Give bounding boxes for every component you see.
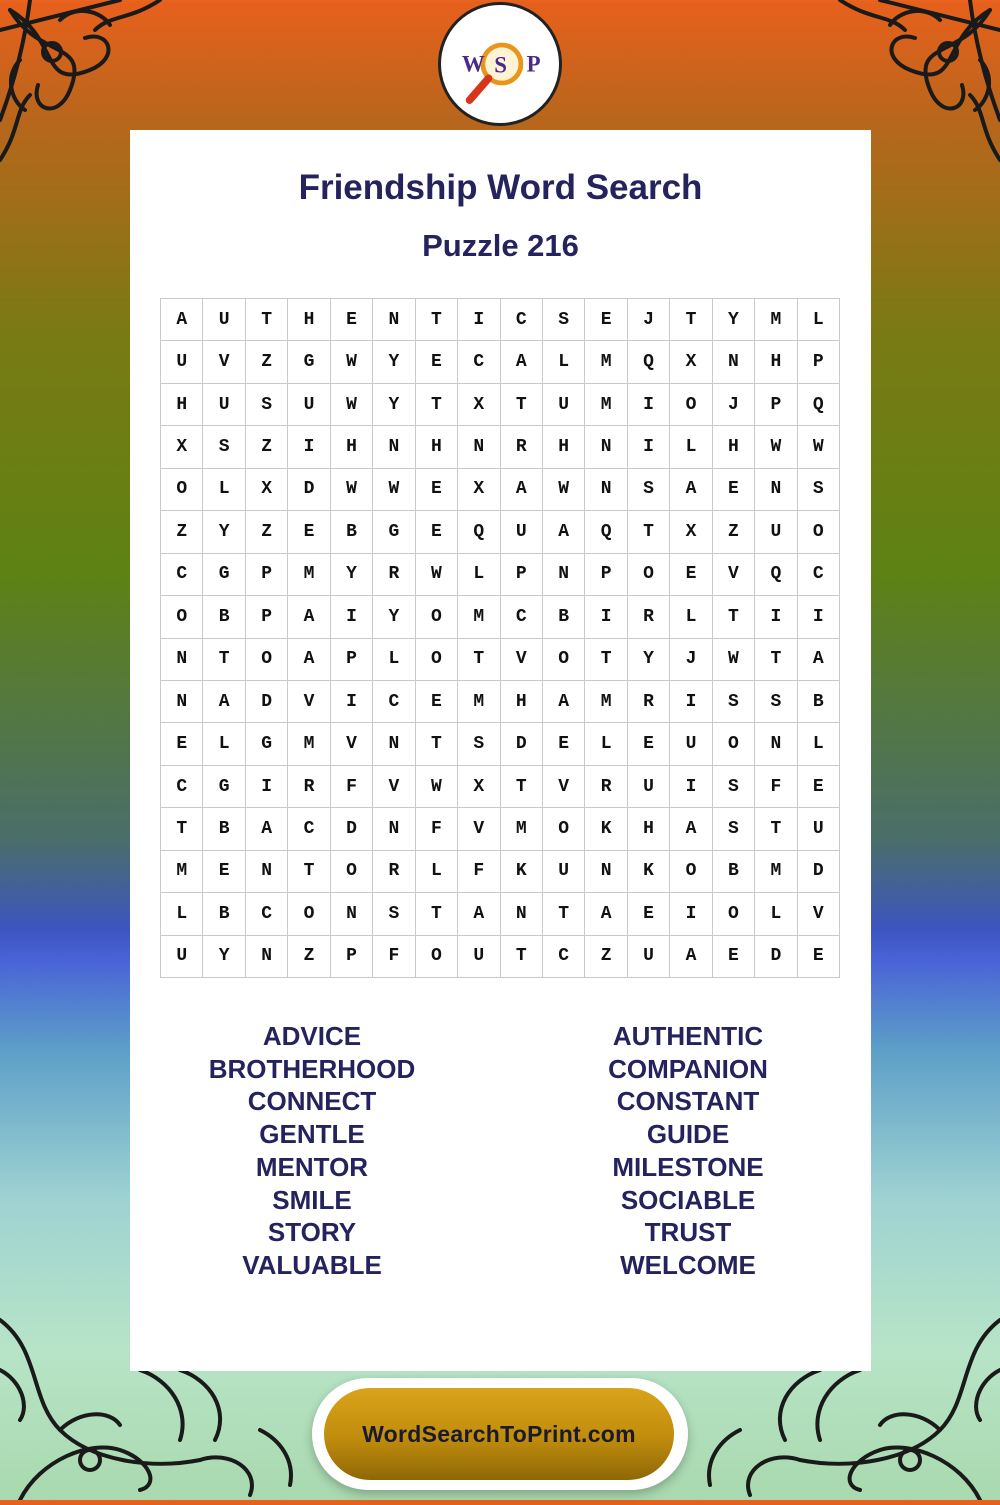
grid-cell[interactable]: E [628, 723, 670, 765]
grid-cell[interactable]: C [798, 554, 840, 596]
grid-cell[interactable]: K [501, 851, 543, 893]
grid-cell[interactable]: X [670, 511, 712, 553]
grid-cell[interactable]: E [331, 299, 373, 341]
logo-letter-w: W [461, 51, 485, 77]
grid-cell[interactable]: H [161, 384, 203, 426]
word-list-item: MENTOR [255, 1151, 369, 1182]
grid-cell[interactable]: O [246, 639, 288, 681]
grid-cell[interactable]: T [755, 808, 797, 850]
grid-cell[interactable]: I [331, 596, 373, 638]
grid-cell[interactable]: Y [628, 639, 670, 681]
grid-cell[interactable]: B [203, 893, 245, 935]
puzzle-number: Puzzle 216 [422, 228, 579, 263]
grid-cell[interactable]: T [203, 639, 245, 681]
grid-cell[interactable]: E [798, 936, 840, 978]
grid-cell[interactable]: N [585, 469, 627, 511]
grid-cell[interactable]: F [331, 766, 373, 808]
grid-cell[interactable]: N [373, 299, 415, 341]
grid-cell[interactable]: P [501, 554, 543, 596]
grid-cell[interactable]: A [585, 893, 627, 935]
grid-cell[interactable]: B [543, 596, 585, 638]
grid-cell[interactable]: N [585, 426, 627, 468]
grid-cell[interactable]: T [416, 723, 458, 765]
grid-cell[interactable]: E [628, 893, 670, 935]
grid-cell[interactable]: W [713, 639, 755, 681]
grid-cell[interactable]: L [203, 723, 245, 765]
grid-cell[interactable]: O [288, 893, 330, 935]
grid-cell[interactable]: S [246, 384, 288, 426]
grid-cell[interactable]: X [458, 766, 500, 808]
grid-cell[interactable]: I [798, 596, 840, 638]
grid-cell[interactable]: L [670, 426, 712, 468]
grid-cell[interactable]: O [628, 554, 670, 596]
grid-cell[interactable]: V [203, 341, 245, 383]
grid-cell[interactable]: E [416, 469, 458, 511]
grid-cell[interactable]: H [543, 426, 585, 468]
grid-cell[interactable]: N [331, 893, 373, 935]
grid-cell[interactable]: C [246, 893, 288, 935]
grid-cell[interactable]: T [670, 299, 712, 341]
grid-cell[interactable]: G [288, 341, 330, 383]
grid-cell[interactable]: N [373, 808, 415, 850]
word-list-item: COMPANION [608, 1053, 768, 1084]
grid-cell[interactable]: O [543, 639, 585, 681]
grid-cell[interactable]: H [331, 426, 373, 468]
grid-cell[interactable]: R [628, 681, 670, 723]
grid-cell[interactable]: M [585, 681, 627, 723]
grid-cell[interactable]: R [501, 426, 543, 468]
grid-cell[interactable]: N [543, 554, 585, 596]
grid-cell[interactable]: E [798, 766, 840, 808]
grid-cell[interactable]: E [416, 681, 458, 723]
grid-cell[interactable]: F [416, 808, 458, 850]
grid-cell[interactable]: M [755, 851, 797, 893]
grid-cell[interactable]: N [458, 426, 500, 468]
grid-cell[interactable]: O [161, 596, 203, 638]
grid-cell[interactable]: M [288, 554, 330, 596]
grid-cell[interactable]: S [543, 299, 585, 341]
grid-cell[interactable]: P [755, 384, 797, 426]
grid-cell[interactable]: H [416, 426, 458, 468]
grid-cell[interactable]: U [543, 384, 585, 426]
grid-cell[interactable]: T [628, 511, 670, 553]
grid-cell[interactable]: S [203, 426, 245, 468]
grid-cell[interactable]: Y [373, 596, 415, 638]
grid-cell[interactable]: H [501, 681, 543, 723]
grid-cell[interactable]: U [203, 299, 245, 341]
word-list-item: CONNECT [247, 1086, 377, 1117]
grid-cell[interactable]: T [161, 808, 203, 850]
grid-cell[interactable]: D [246, 681, 288, 723]
grid-cell[interactable]: T [246, 299, 288, 341]
logo-letter-p: P [526, 51, 541, 77]
grid-cell[interactable]: G [203, 554, 245, 596]
grid-cell[interactable]: N [373, 426, 415, 468]
grid-cell[interactable]: Q [628, 341, 670, 383]
grid-cell[interactable]: Q [458, 511, 500, 553]
word-list-item: SOCIABLE [620, 1184, 756, 1215]
grid-cell[interactable]: A [543, 511, 585, 553]
grid-cell[interactable]: I [585, 596, 627, 638]
grid-cell[interactable]: M [161, 851, 203, 893]
grid-cell[interactable]: O [713, 893, 755, 935]
grid-cell[interactable]: L [543, 341, 585, 383]
site-banner-pill [324, 1388, 674, 1480]
grid-cell[interactable]: D [755, 936, 797, 978]
word-list-item: MILESTONE [612, 1151, 764, 1182]
grid-cell[interactable]: I [288, 426, 330, 468]
grid-cell[interactable]: S [713, 808, 755, 850]
grid-cell[interactable]: A [161, 299, 203, 341]
grid-cell[interactable]: I [628, 426, 670, 468]
grid-cell[interactable]: X [161, 426, 203, 468]
grid-cell[interactable]: B [331, 511, 373, 553]
magnifier-logo-icon [441, 5, 559, 123]
grid-cell[interactable]: O [161, 469, 203, 511]
grid-cell[interactable]: H [755, 341, 797, 383]
word-list-item: GUIDE [646, 1119, 730, 1150]
grid-cell[interactable]: A [458, 893, 500, 935]
grid-cell[interactable]: N [246, 936, 288, 978]
grid-cell[interactable]: U [501, 511, 543, 553]
grid-cell[interactable]: U [798, 808, 840, 850]
word-list-item: AUTHENTIC [612, 1021, 764, 1051]
grid-cell[interactable]: R [288, 766, 330, 808]
grid-cell[interactable]: V [458, 808, 500, 850]
grid-cell[interactable]: A [203, 681, 245, 723]
grid-cell[interactable]: V [331, 723, 373, 765]
grid-cell[interactable]: L [161, 893, 203, 935]
grid-cell[interactable]: B [798, 681, 840, 723]
grid-cell[interactable]: P [246, 596, 288, 638]
grid-cell[interactable]: B [713, 851, 755, 893]
grid-cell[interactable]: E [416, 511, 458, 553]
grid-cell[interactable]: N [161, 681, 203, 723]
grid-cell[interactable]: U [628, 766, 670, 808]
grid-cell[interactable]: I [755, 596, 797, 638]
grid-cell[interactable]: L [585, 723, 627, 765]
grid-cell[interactable]: A [288, 639, 330, 681]
grid-cell[interactable]: S [713, 766, 755, 808]
grid-cell[interactable]: T [755, 639, 797, 681]
grid-cell[interactable]: I [628, 384, 670, 426]
grid-cell[interactable]: X [458, 469, 500, 511]
grid-cell[interactable]: F [458, 851, 500, 893]
grid-cell[interactable]: L [670, 596, 712, 638]
grid-cell[interactable]: Z [713, 511, 755, 553]
word-list-item: ADVICE [262, 1021, 362, 1051]
grid-cell[interactable]: N [755, 469, 797, 511]
grid-cell[interactable]: N [755, 723, 797, 765]
grid-cell[interactable]: X [458, 384, 500, 426]
grid-cell[interactable]: O [713, 723, 755, 765]
grid-cell[interactable]: S [798, 469, 840, 511]
grid-cell[interactable]: Z [246, 426, 288, 468]
grid-cell[interactable]: U [161, 936, 203, 978]
grid-cell[interactable]: M [458, 681, 500, 723]
grid-cell[interactable]: D [798, 851, 840, 893]
grid-cell[interactable]: Y [373, 341, 415, 383]
grid-cell[interactable]: G [203, 766, 245, 808]
word-list-right [523, 1020, 853, 1282]
grid-cell[interactable]: D [288, 469, 330, 511]
grid-cell[interactable]: Y [203, 936, 245, 978]
grid-cell[interactable]: N [713, 341, 755, 383]
grid-cell[interactable]: Y [373, 384, 415, 426]
grid-cell[interactable]: S [628, 469, 670, 511]
grid-cell[interactable]: D [501, 723, 543, 765]
grid-cell[interactable]: F [755, 766, 797, 808]
grid-cell[interactable]: X [670, 341, 712, 383]
grid-cell[interactable]: B [203, 808, 245, 850]
grid-cell[interactable]: T [543, 893, 585, 935]
grid-cell[interactable]: W [798, 426, 840, 468]
grid-cell[interactable]: T [416, 299, 458, 341]
site-banner[interactable] [312, 1378, 688, 1490]
grid-cell[interactable]: S [713, 681, 755, 723]
grid-cell[interactable]: P [585, 554, 627, 596]
grid-cell[interactable]: I [458, 299, 500, 341]
grid-cell[interactable]: N [501, 893, 543, 935]
grid-cell[interactable]: B [203, 596, 245, 638]
grid-cell[interactable]: L [203, 469, 245, 511]
grid-cell[interactable]: C [501, 596, 543, 638]
grid-cell[interactable]: C [543, 936, 585, 978]
grid-cell[interactable]: X [246, 469, 288, 511]
word-list-item: TRUST [644, 1217, 732, 1248]
grid-cell[interactable]: M [755, 299, 797, 341]
grid-cell[interactable]: F [373, 936, 415, 978]
grid-cell[interactable]: O [331, 851, 373, 893]
logo-letter-s: S [494, 52, 507, 78]
grid-cell[interactable]: Z [246, 341, 288, 383]
grid-cell[interactable]: Z [246, 511, 288, 553]
grid-cell[interactable]: W [331, 384, 373, 426]
grid-cell[interactable]: M [585, 341, 627, 383]
grid-cell[interactable]: O [416, 639, 458, 681]
grid-cell[interactable]: Z [585, 936, 627, 978]
grid-cell[interactable]: V [288, 681, 330, 723]
grid-cell[interactable]: R [628, 596, 670, 638]
grid-cell[interactable]: W [373, 469, 415, 511]
grid-cell[interactable]: Q [755, 554, 797, 596]
word-list-item: VALUABLE [242, 1249, 382, 1280]
grid-cell[interactable]: A [246, 808, 288, 850]
grid-cell[interactable]: C [161, 766, 203, 808]
word-list-item: WELCOME [620, 1249, 756, 1280]
word-list-left [147, 1020, 477, 1282]
grid-cell[interactable]: A [670, 808, 712, 850]
word-list-item: STORY [267, 1217, 357, 1248]
grid-cell[interactable]: V [373, 766, 415, 808]
grid-cell[interactable]: A [798, 639, 840, 681]
word-list-item: CONSTANT [616, 1086, 760, 1117]
grid-cell[interactable]: R [373, 851, 415, 893]
grid-cell[interactable]: E [203, 851, 245, 893]
grid-cell[interactable]: T [458, 639, 500, 681]
grid-cell[interactable]: E [585, 299, 627, 341]
grid-cell[interactable]: H [288, 299, 330, 341]
grid-cell[interactable]: D [331, 808, 373, 850]
grid-cell[interactable]: C [288, 808, 330, 850]
grid-cell[interactable]: T [501, 936, 543, 978]
grid-cell[interactable]: E [713, 936, 755, 978]
grid-cell[interactable]: I [331, 681, 373, 723]
grid-cell[interactable]: N [161, 639, 203, 681]
grid-cell[interactable]: W [331, 469, 373, 511]
word-list-item: BROTHERHOOD [208, 1053, 416, 1084]
puzzle-card [130, 130, 871, 1371]
grid-cell[interactable]: T [585, 639, 627, 681]
grid-cell[interactable]: O [670, 384, 712, 426]
grid-cell[interactable]: A [501, 469, 543, 511]
grid-cell[interactable]: W [416, 554, 458, 596]
grid-cell[interactable]: Z [161, 511, 203, 553]
grid-cell[interactable]: E [416, 341, 458, 383]
grid-cell[interactable]: M [458, 596, 500, 638]
grid-cell[interactable]: L [798, 299, 840, 341]
grid-cell[interactable]: O [670, 851, 712, 893]
grid-cell[interactable]: M [288, 723, 330, 765]
grid-cell[interactable]: O [416, 936, 458, 978]
grid-cell[interactable]: M [585, 384, 627, 426]
grid-cell[interactable]: T [416, 893, 458, 935]
grid-cell[interactable]: V [798, 893, 840, 935]
grid-cell[interactable]: E [670, 554, 712, 596]
grid-cell[interactable]: U [458, 936, 500, 978]
grid-cell[interactable]: O [543, 808, 585, 850]
word-list-item: SMILE [272, 1184, 352, 1215]
grid-cell[interactable]: T [416, 384, 458, 426]
grid-cell[interactable]: V [501, 639, 543, 681]
grid-cell[interactable]: U [288, 384, 330, 426]
wsp-logo[interactable] [438, 2, 562, 126]
grid-cell[interactable]: L [416, 851, 458, 893]
grid-cell[interactable]: E [713, 469, 755, 511]
grid-cell[interactable]: C [373, 681, 415, 723]
grid-cell[interactable]: R [585, 766, 627, 808]
grid-cell[interactable]: S [458, 723, 500, 765]
grid-cell[interactable]: T [288, 851, 330, 893]
grid-cell[interactable]: W [416, 766, 458, 808]
grid-cell[interactable]: N [246, 851, 288, 893]
grid-cell[interactable]: S [755, 681, 797, 723]
grid-cell[interactable]: H [713, 426, 755, 468]
grid-cell[interactable]: Y [713, 299, 755, 341]
grid-cell[interactable]: W [331, 341, 373, 383]
grid-cell[interactable]: P [246, 554, 288, 596]
grid-cell[interactable]: E [161, 723, 203, 765]
grid-cell[interactable]: I [670, 681, 712, 723]
grid-cell[interactable]: L [458, 554, 500, 596]
grid-cell[interactable]: V [543, 766, 585, 808]
grid-cell[interactable]: U [755, 511, 797, 553]
grid-cell[interactable]: C [161, 554, 203, 596]
grid-cell[interactable]: I [246, 766, 288, 808]
grid-cell[interactable]: S [373, 893, 415, 935]
grid-cell[interactable]: J [628, 299, 670, 341]
grid-cell[interactable]: H [628, 808, 670, 850]
grid-cell[interactable]: Y [331, 554, 373, 596]
grid-cell[interactable]: W [755, 426, 797, 468]
grid-cell[interactable]: I [670, 766, 712, 808]
grid-cell[interactable]: K [628, 851, 670, 893]
grid-cell[interactable]: G [246, 723, 288, 765]
grid-cell[interactable]: J [670, 639, 712, 681]
puzzle-title: Friendship Word Search [298, 168, 703, 207]
grid-cell[interactable]: K [585, 808, 627, 850]
grid-cell[interactable]: E [543, 723, 585, 765]
grid-cell[interactable]: N [373, 723, 415, 765]
grid-cell[interactable]: U [161, 341, 203, 383]
grid-cell[interactable]: M [501, 808, 543, 850]
grid-cell[interactable]: U [670, 723, 712, 765]
grid-cell[interactable]: O [798, 511, 840, 553]
grid-cell[interactable]: L [373, 639, 415, 681]
grid-cell[interactable]: G [373, 511, 415, 553]
grid-cell[interactable]: O [416, 596, 458, 638]
grid-cell[interactable]: A [543, 681, 585, 723]
grid-cell[interactable]: A [670, 936, 712, 978]
grid-cell[interactable]: W [543, 469, 585, 511]
grid-cell[interactable]: Z [288, 936, 330, 978]
site-name: WordSearchToPrint.com [362, 1420, 636, 1447]
word-list-item: GENTLE [259, 1119, 365, 1150]
grid-cell[interactable]: T [501, 766, 543, 808]
grid-cell[interactable]: U [203, 384, 245, 426]
grid-cell[interactable]: C [458, 341, 500, 383]
grid-cell[interactable]: P [331, 639, 373, 681]
grid-cell[interactable]: V [713, 554, 755, 596]
grid-cell[interactable]: L [798, 723, 840, 765]
grid-cell[interactable]: R [373, 554, 415, 596]
grid-cell[interactable]: Y [203, 511, 245, 553]
grid-cell[interactable]: A [670, 469, 712, 511]
grid-cell[interactable]: T [713, 596, 755, 638]
grid-cell[interactable]: E [288, 511, 330, 553]
grid-cell[interactable]: A [288, 596, 330, 638]
grid-cell[interactable]: A [501, 341, 543, 383]
grid-cell[interactable]: L [755, 893, 797, 935]
grid-cell[interactable]: I [670, 893, 712, 935]
grid-cell[interactable]: Q [585, 511, 627, 553]
grid-cell[interactable]: Q [798, 384, 840, 426]
grid-cell[interactable]: N [585, 851, 627, 893]
grid-cell[interactable]: J [713, 384, 755, 426]
letter-grid[interactable] [160, 298, 840, 978]
grid-cell[interactable]: T [501, 384, 543, 426]
grid-cell[interactable]: U [628, 936, 670, 978]
grid-cell[interactable]: U [543, 851, 585, 893]
grid-cell[interactable]: P [798, 341, 840, 383]
grid-cell[interactable]: C [501, 299, 543, 341]
grid-cell[interactable]: P [331, 936, 373, 978]
